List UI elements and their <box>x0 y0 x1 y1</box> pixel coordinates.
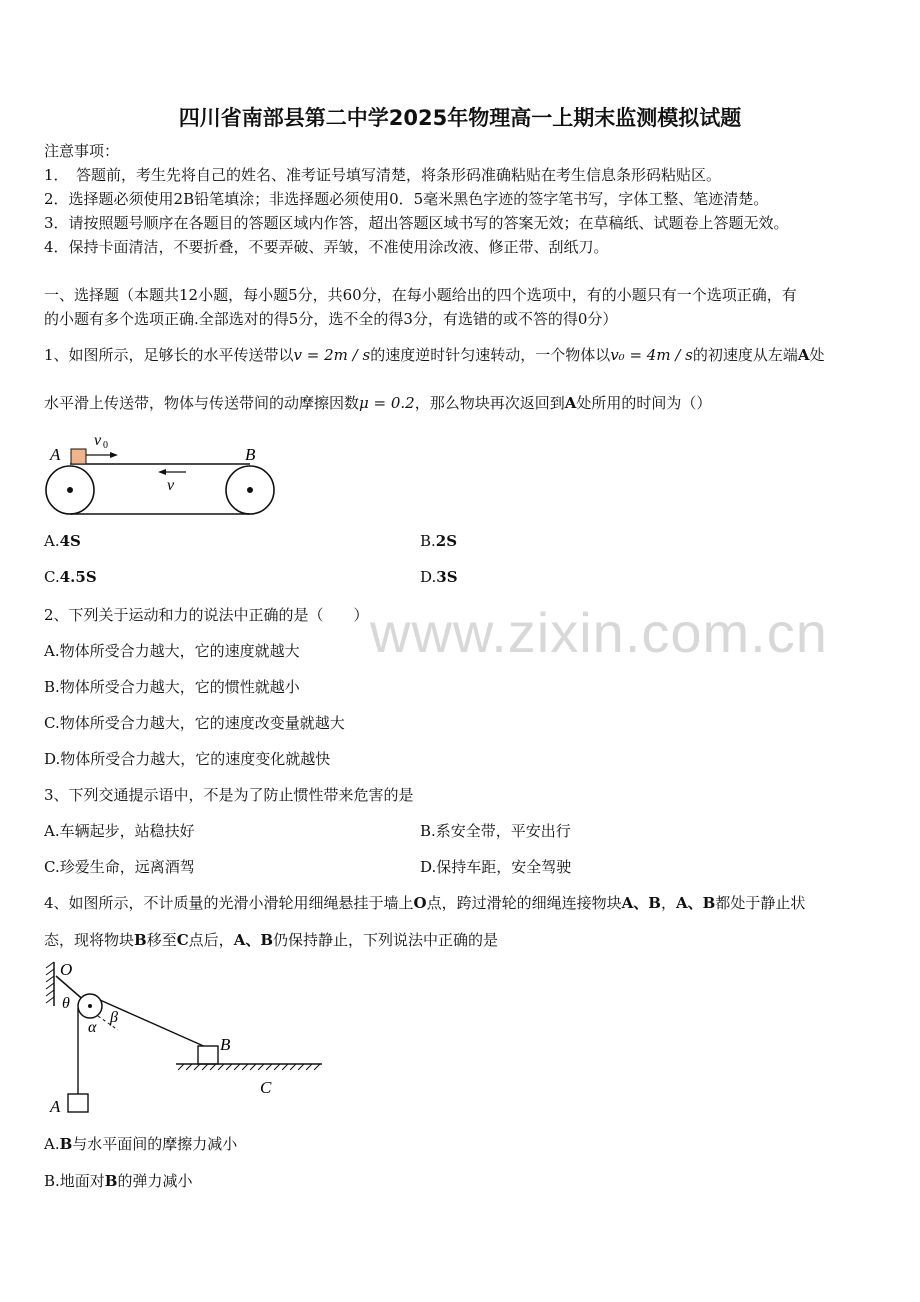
note-item-4: 4．保持卡面清洁，不要折叠，不要弄破、弄皱，不准使用涂改液、修正带、刮纸刀。 <box>44 238 609 256</box>
q1-option-c-text: 4.5S <box>59 568 97 586</box>
q1-stem-line1 <box>44 344 825 365</box>
block <box>71 449 86 464</box>
q2-option-c[interactable]: C.物体所受合力越大，它的速度改变量就越大 <box>44 714 345 732</box>
q1-option-a[interactable] <box>44 532 81 550</box>
label-c: C <box>260 1078 272 1097</box>
q1-text-5: 水平滑上传送带，物体与传送带间的动摩擦因数 <box>44 394 360 412</box>
q2-option-a[interactable]: A.物体所受合力越大，它的速度就越大 <box>44 642 300 660</box>
q1-option-b[interactable] <box>420 532 457 550</box>
block-b <box>198 1046 218 1064</box>
v0-arrow-head <box>110 452 118 458</box>
q1-point-a: A <box>797 346 810 364</box>
q3-option-d[interactable]: D.保持车距，安全驾驶 <box>420 858 572 876</box>
q4-text-8: 仍保持静止，下列说法中正确的是 <box>273 931 499 949</box>
q4-option-b-key: B.地面对 <box>44 1172 105 1190</box>
q1-point-a-2: A <box>564 394 577 412</box>
label-beta: β <box>110 1009 118 1026</box>
q4-pulley-figure <box>40 956 340 1118</box>
section-heading-line1: 一、选择题（本题共12小题，每小题5分，共60分，在每小题给出的四个选项中，有的小题只有一个选项正确，有 <box>44 286 797 304</box>
q1-option-d-key: D. <box>420 568 437 586</box>
label-alpha: α <box>88 1019 97 1036</box>
q4-text-5: 态，现将物块 <box>44 931 135 949</box>
q1-option-a-text: 4S <box>59 532 81 550</box>
left-pulley-axle <box>67 487 73 493</box>
q4-option-a-key: A. <box>44 1135 60 1153</box>
q4-option-b-text: 的弹力减小 <box>117 1172 193 1190</box>
q1-option-d-text: 3S <box>436 568 458 586</box>
q4-text-3: ， <box>660 894 676 912</box>
q4-option-a-b: B <box>59 1135 73 1153</box>
q4-ab-2: A、B <box>675 894 716 912</box>
q4-stem-line2 <box>44 929 498 950</box>
q4-text-4: 都处于静止状 <box>715 894 806 912</box>
label-b: B <box>220 1035 231 1054</box>
label-theta: θ <box>62 995 70 1012</box>
q1-text-6: ，那么物块再次返回到 <box>414 394 565 412</box>
q1-text-7: 处所用的时间为（） <box>576 394 712 412</box>
q4-b: B <box>134 931 147 949</box>
right-pulley-axle <box>247 487 253 493</box>
q4-text-1: 4、如图所示，不计质量的光滑小滑轮用细绳悬挂于墙上 <box>44 894 414 912</box>
pulley-axle <box>88 1004 92 1008</box>
section-heading-line2: 的小题有多个选项正确.全部选对的得5分，选不全的得3分，有选错的或不答的得0分） <box>44 310 618 328</box>
q4-stem-line1 <box>44 892 805 913</box>
page-title: 四川省南部县第二中学2025年物理高一上期末监测模拟试题 <box>178 106 742 130</box>
q1-text-4: 处 <box>809 346 825 364</box>
watermark: www.zixin.com.cn <box>370 601 828 664</box>
q1-option-d[interactable] <box>420 568 458 586</box>
q4-c: C <box>176 931 189 949</box>
q1-stem-line2 <box>44 392 711 413</box>
q1-eq-v0: v₀ = 4m / s <box>610 346 693 364</box>
q4-option-a-text: 与水平面间的摩擦力减小 <box>72 1135 238 1153</box>
q1-option-b-text: 2S <box>435 532 458 550</box>
q4-ab-3: A、B <box>233 931 274 949</box>
q4-text-2: 点，跨过滑轮的细绳连接物块 <box>426 894 622 912</box>
note-item-3: 3．请按照题号顺序在各题目的答题区域内作答，超出答题区域书写的答案无效；在草稿纸、试题卷上答题无效。 <box>44 214 789 232</box>
q2-option-d[interactable]: D.物体所受合力越大，它的速度变化就越快 <box>44 750 331 768</box>
q3-stem: 3、下列交通提示语中，不是为了防止惯性带来危害的是 <box>44 786 414 804</box>
notes-heading: 注意事项： <box>44 142 120 160</box>
wall-hatching <box>46 962 54 1003</box>
label-o: O <box>60 960 73 979</box>
label-a: A <box>50 445 61 464</box>
q4-option-b[interactable] <box>44 1170 193 1191</box>
q3-option-b[interactable]: B.系安全带，平安出行 <box>420 822 571 840</box>
q1-conveyor-figure <box>40 428 290 520</box>
label-v0-sub: 0 <box>103 440 108 451</box>
q3-option-a[interactable]: A.车辆起步，站稳扶好 <box>44 822 195 840</box>
q4-text-6: 移至 <box>146 931 177 949</box>
q1-option-b-key: B. <box>420 532 436 550</box>
q1-text-3: 的初速度从左端 <box>692 346 798 364</box>
q1-text-2: 的速度逆时针匀速转动，一个物体以 <box>370 346 611 364</box>
q4-option-a[interactable] <box>44 1133 237 1154</box>
q2-option-b[interactable]: B.物体所受合力越大，它的惯性就越小 <box>44 678 300 696</box>
note-item-1: 1． 答题前，考生先将自己的姓名、准考证号填写清楚，将条形码准确粘贴在考生信息条形码粘贴区。 <box>44 166 722 184</box>
q4-option-b-b: B <box>104 1172 118 1190</box>
q4-o: O <box>413 894 427 912</box>
q1-option-c-key: C. <box>44 568 60 586</box>
q1-option-c[interactable] <box>44 568 97 586</box>
q4-ab-1: A、B <box>621 894 661 912</box>
block-a <box>68 1094 88 1112</box>
ground-hatching <box>178 1064 320 1070</box>
v-arrow-head <box>158 469 166 475</box>
q1-eq-v: v = 2m / s <box>293 346 371 364</box>
label-b: B <box>245 445 256 464</box>
note-item-2: 2．选择题必须使用2B铅笔填涂；非选择题必须使用0．5毫米黑色字迹的签字笔书写，字体工整、笔迹清楚。 <box>44 190 769 208</box>
q4-text-7: 点后， <box>188 931 234 949</box>
label-v: v <box>167 477 175 494</box>
q2-stem: 2、下列关于运动和力的说法中正确的是（ ） <box>44 606 369 624</box>
label-a: A <box>50 1097 61 1116</box>
q1-option-a-key: A. <box>44 532 60 550</box>
q1-eq-mu: μ = 0.2 <box>359 394 415 412</box>
label-v0: v <box>94 432 102 449</box>
q3-option-c[interactable]: C.珍爱生命，远离酒驾 <box>44 858 195 876</box>
q1-text-1: 1、如图所示，足够长的水平传送带以 <box>44 346 294 364</box>
